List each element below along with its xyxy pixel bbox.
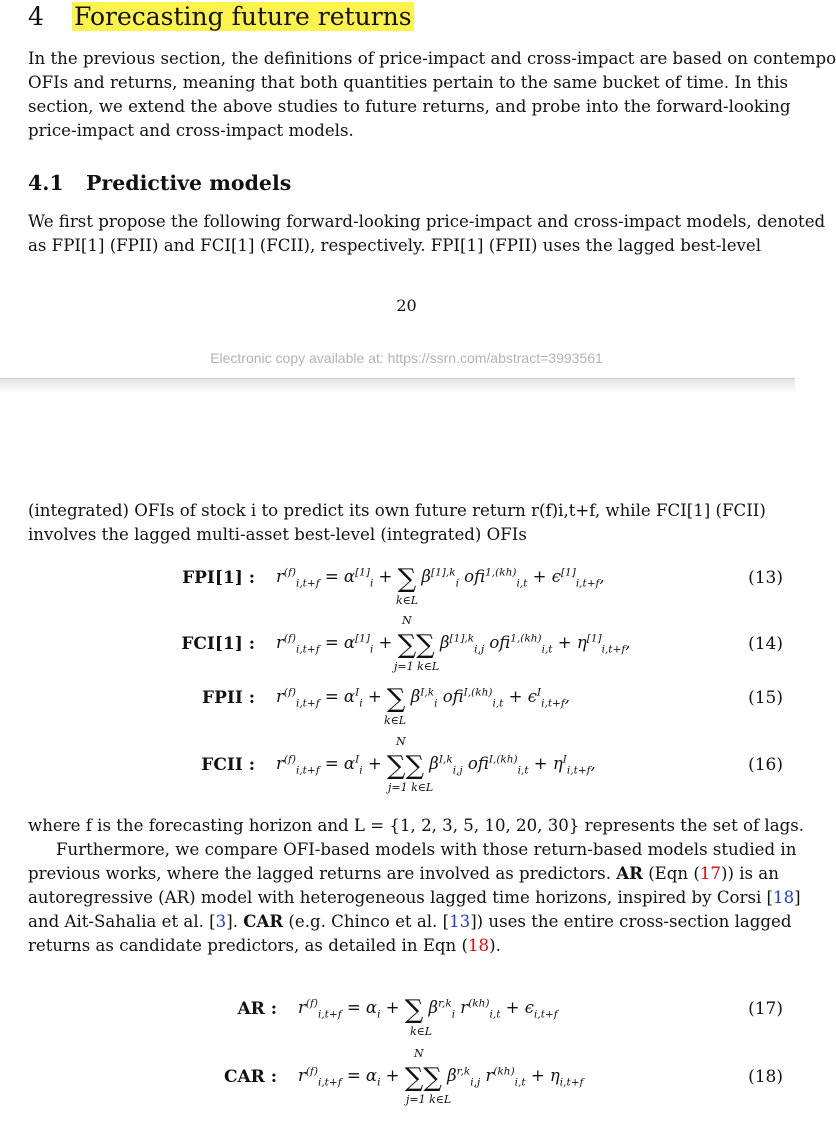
sum-limit: j=1 k∈L — [394, 660, 440, 673]
equation-13 — [0, 560, 795, 607]
cont-line-2: involves the lagged multi-asset best-level (integrated) OFIs — [28, 525, 527, 544]
intro-line-3: section, we extend the above studies to future returns, and probe into the forward-looking — [28, 97, 791, 116]
eq-17-link[interactable]: 17 — [699, 864, 721, 883]
intro-line-1: In the previous section, the definitions of price-impact and cross-impact are based on contempo — [28, 49, 836, 68]
equation-body: $r^{(f)}_{i,t+f} = \alpha^I_i$ + ∑ $\beta^{I,k}_i$ $ofi^{I,(kh)}_{i,t} + \epsilon^I_{i,t+f}$, — [276, 684, 570, 714]
equation-18 — [0, 1047, 795, 1106]
equation-body: $r^{(f)}_{i,t+f} = \alpha[1]_i$ + ∑ $\beta^{[1],k}_i$ $ofi^{1,(kh)}_{i,t} + \epsilon[1]_{i,t+f}$, — [276, 564, 605, 594]
models-line-1: We first propose the following forward-looking price-impact and cross-impact models, denoted — [28, 212, 826, 231]
equation-label: FCI[1] : — [181, 634, 255, 654]
equation-body: $r^{(f)}_{i,t+f} = \alpha_i$ + ∑∑ $\beta^{r,k}_{i,j}$ $r^{(kh)}_{i,t} + \eta_{i,t+f}$ — [298, 1063, 584, 1093]
section-title — [28, 2, 414, 31]
subsection-title-text: Predictive models — [86, 171, 292, 195]
equation-17 — [0, 991, 795, 1038]
equation-label: FCII : — [201, 755, 255, 775]
equation-15 — [0, 680, 795, 727]
compare-line-2: previous works, where the lagged returns are involved as predictors. AR (Eqn (17)) is an — [28, 863, 779, 883]
subsection-title — [28, 171, 291, 195]
sum-limit: j=1 k∈L — [388, 781, 434, 794]
section-title-text: Forecasting future returns — [74, 2, 412, 31]
page-number: 20 — [396, 296, 417, 315]
ref-18-link[interactable]: 18 — [773, 888, 795, 907]
equation-number: (17) — [748, 999, 783, 1019]
equation-16 — [0, 735, 795, 794]
equation-label: CAR : — [223, 1067, 277, 1087]
equation-label: AR : — [237, 999, 277, 1019]
cont-line-1: (integrated) OFIs of stock i to predict its own future return r(f)i,t+f, while FCI[1] (FCII) — [28, 501, 766, 520]
equation-number: (15) — [748, 688, 783, 708]
equation-body: $r^{(f)}_{i,t+f} = \alpha[1]_i$ + ∑∑ $\beta^{[1],k}_{i,j}$ $ofi^{1,(kh)}_{i,t} + \eta[1]_{i,t+f}$, — [276, 630, 631, 660]
equation-body: $r^{(f)}_{i,t+f} = \alpha_i$ + ∑ $\beta^{r,k}_i$ $r^{(kh)}_{i,t} + \epsilon_{i,t+f}$ — [298, 995, 558, 1025]
models-line-2: as FPI[1] (FPII) and FCI[1] (FCII), respectively. FPI[1] (FPII) uses the lagged best-level — [28, 236, 762, 255]
compare-line-4: and Ait-Sahalia et al. [3]. CAR (e.g. Chinco et al. [13]) uses the entire cross-section lagged — [28, 911, 792, 931]
equation-body: $r^{(f)}_{i,t+f} = \alpha^I_i$ + ∑∑ $\beta^{I,k}_{i,j}$ $ofi^{I,(kh)}_{i,t} + \eta^I_{i,t+f}$, — [276, 751, 596, 781]
sum-upper: N — [402, 614, 412, 627]
intro-line-4: price-impact and cross-impact models. — [28, 121, 354, 140]
ref-13-link[interactable]: 13 — [449, 912, 471, 931]
equation-number: (14) — [748, 634, 783, 654]
page-break — [0, 378, 795, 393]
footer-note: Electronic copy available at: https://ssrn.com/abstract=3993561 — [210, 350, 603, 366]
where-line: where f is the forecasting horizon and L = {1, 2, 3, 5, 10, 20, 30} represents the set of lags. — [28, 816, 805, 835]
ref-3-link[interactable]: 3 — [215, 912, 227, 931]
equation-number: (13) — [748, 568, 783, 588]
equation-label: FPI[1] : — [182, 568, 255, 588]
sum-limit: k∈L — [384, 714, 407, 727]
compare-line-1: Furthermore, we compare OFI-based models with those return-based models studied in — [56, 840, 797, 859]
equation-number: (16) — [748, 755, 783, 775]
compare-line-3: autoregressive (AR) model with heterogeneous lagged time horizons, inspired by Corsi [18] — [28, 888, 801, 907]
section-number: 4 — [28, 2, 44, 31]
equation-label: FPII : — [202, 688, 255, 708]
intro-line-2: OFIs and returns, meaning that both quantities pertain to the same bucket of time. In this — [28, 73, 789, 92]
sum-limit: k∈L — [396, 594, 419, 607]
subsection-number: 4.1 — [28, 171, 64, 195]
equation-number: (18) — [748, 1067, 783, 1087]
sum-upper: N — [396, 735, 406, 748]
sum-limit: j=1 k∈L — [406, 1093, 452, 1106]
sum-upper: N — [414, 1047, 424, 1060]
equation-14 — [0, 614, 795, 673]
compare-line-5: returns as candidate predictors, as detailed in Eqn (18). — [28, 936, 501, 955]
sum-limit: k∈L — [410, 1025, 433, 1038]
eq-18-link[interactable]: 18 — [468, 936, 490, 955]
